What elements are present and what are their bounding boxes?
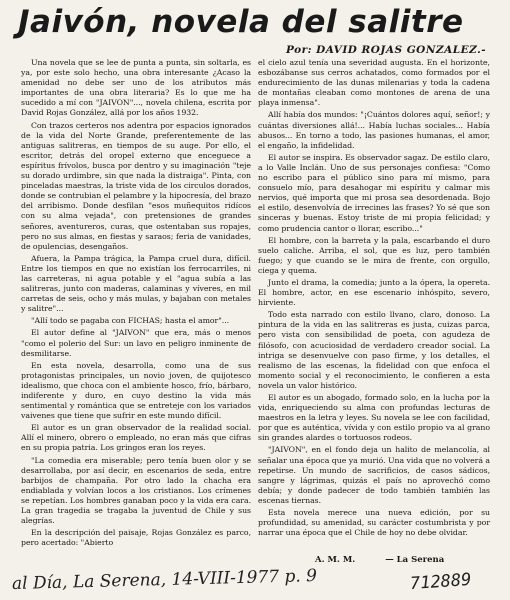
paragraph: En la descripción del paisaje, Rojas González es parco, pero acertado: "Abierto (21, 528, 251, 548)
paragraph: El autor se inspira. Es observador sagaz. De estilo claro, a lo Valle Inclán. Uno de sus personajes confiesa: "Como no escribo para el público sino para mí mismo, para consuelo mío, para desahogar mi espíritu y calmar mis nervios, qué importa que mi prosa sea desordenada. Bojo el estilo, desenvolvía de irrecines las frases? Yo sé que son sinceras y buenas. Estoy triste de mi propia felicidad; y como prudencia cantor o llorar, escribo..." (258, 152, 490, 233)
accession-number: 712889 (409, 569, 473, 595)
paragraph: El autor define al "JAIVON" que era, más o menos "como el polerio del Sur: un lavo en peligro inminente de desmilitarse. (21, 328, 251, 358)
paragraph: Una novela que se lee de punta a punta, sin soltarla, es ya, por este solo hecho, una obra interesante ¿Acaso la amenidad no debe ser uno de los atributos más importantes de una obra literaria? Es lo que me ha sucedido a mí con "JAIVON"..., novela chilena, escrita por David Rojas González, allá por los años 1932. (21, 58, 251, 118)
signature-city: — La Serena (385, 555, 445, 565)
paragraph: "JAIVON", en el fondo deja un halito de melancolía, al señalar una época que ya murió. Una vida que no volverá a repetirse. Un mundo de sacrificios, de casos sádicos, sangre y lágrimas, quizás el país no aprovechó como debía; y donde padecer de todo también también las escenas tiernas. (258, 445, 490, 505)
paragraph: Afuera, la Pampa trágica, la Pampa cruel dura, difícil. Entre los tiempos en que no existían los ferrocarriles, ni las carreteras, ni agua potable y el "agua subía a las salitreras, junto con maderas, calaminas y víveres, en mil carretas de seis, ocho y más mulas, y bajaban con metales y salitre"... (21, 253, 251, 314)
paragraph: El hombre, con la barreta y la pala, escarbando el duro suelo caliche. Arriba, el sol, que es luz, pero también fuego; y que cuando se le mira de frente, con orgullo, ciega y quema. (258, 235, 490, 275)
signature-initials: A. M. M. (315, 555, 356, 565)
paragraph: Todo esta narrado con estilo llvano, claro, donoso. La pintura de la vida en las salitreras es justa, cuizas parca, pero vista con sensibilidad de poeta, con agudeza de filósofo, con acuciosidad de verdadero creador social. La intriga se desenvuelve con paso firme, y los detalles, el realismo de las escenas, la fidelidad con que enfoca el momento social y el reconocimiento, le confieren a esta novela un valor histórico. (258, 310, 490, 390)
article-title: Jaivón, novela del salitre (18, 4, 464, 40)
paragraph: "Allí todo se pagaba con FICHAS; hasta el amor"... (31, 316, 230, 326)
article-byline: Por: DAVID ROJAS GONZALEZ.- (286, 44, 487, 56)
handwritten-source-note: al Día, La Serena, 14-VIII-1977 p. 9 (11, 566, 318, 594)
paragraph: Esta novela merece una nueva edición, por su profundidad, su amenidad, su carácter costumbrista y por narrar una época que el Chile de hoy no debe olvidar. (258, 508, 490, 538)
author-signature (315, 555, 444, 565)
paragraph: Con trazos certeros nos adentra por espacios ignorados de la vida del Norte Grande, preferentemente de las antiguas salitreras, en tiempos de su auge. Por ello, el escritor, detrás del oropel externo que enceguece a espíritus frívolos, busca por dentro y su imaginación "teje su dorado urdimbre, sin que nada la distraiga". Pinta, con pinceladas maestras, la triste vida de los circulos dorados, donde se contrubian el pelambre y la hipocresía, del brazo del arribismo. Donde desfilan "esos muñequitos ridícos con su alma vejada", con pretensiones de grandes señores, aventureros, curas, que ostentaban sus ropajes, pero no sus almas, en fiestas y saraos; feria de vanidades, de opulencias, desengaños. (21, 120, 251, 251)
paragraph: el cielo azul tenía una severidad augusta. En el horizonte, esbozábanse sus cerros achatados, como formados por el endurecimiento de las dunas milenarias y toda la cadena de montañas cleaban como montones de arena de una playa inmensa". (258, 58, 490, 108)
paragraph: El autor es un gran observador de la realidad social. Allí el minero, obrero o empleado, no eran más que cifras en su propia patria. Los gringos eran los reyes. (21, 423, 251, 453)
left-column (21, 58, 251, 550)
paragraph: "La comedia era miserable; pero tenía buen olor y se desarrollaba, por así decir, en escenarios de seda, entre barbijos de champaña. Por otro lado la chacha era endiablada y volvían locos a los cristianos. Los crímenes se repetían. Los hombres ganaban poco y la vida era cara. La gran tragedia se tragaba la juventud de Chile y sus alegrías. (21, 455, 251, 526)
paragraph: En esta novela, desarrolla, como una de sus protagonistas principales, un novio joven, de quijotesco idealismo, que choca con el ambiente hosco, frío, bárbaro, indiferente y duro, en cuyo destino la vida más sentimental y romántica que se entreteje con los variados vaivenes que tiene que sufrir en este mundo difícil. (21, 360, 251, 421)
paragraph: Allí había dos mundos: "¡Cuántos dolores aquí, señor!; y cuántas diversiones allá!... Había luchas sociales... Había abusos... En torno a todo, las pasiones humanas, el amor, el engaño, la infidelidad. (258, 110, 490, 150)
paragraph: El autor es un abogado, formado solo, en la lucha por la vida, enriqueciendo su alma con profundas lecturas de maestros en la letra y leyes. Su novela se lee con facilidad, por que es auténtica, vívida y con estilo propio va al grano sin grandes alardes o tortuosos rodeos. (258, 393, 490, 443)
right-column (258, 58, 490, 540)
paragraph: Junto el drama, la comedia; junto a la ópera, la opereta. El hombre, actor, en ese escenario inhóspito, severo, hirviente. (258, 277, 490, 308)
